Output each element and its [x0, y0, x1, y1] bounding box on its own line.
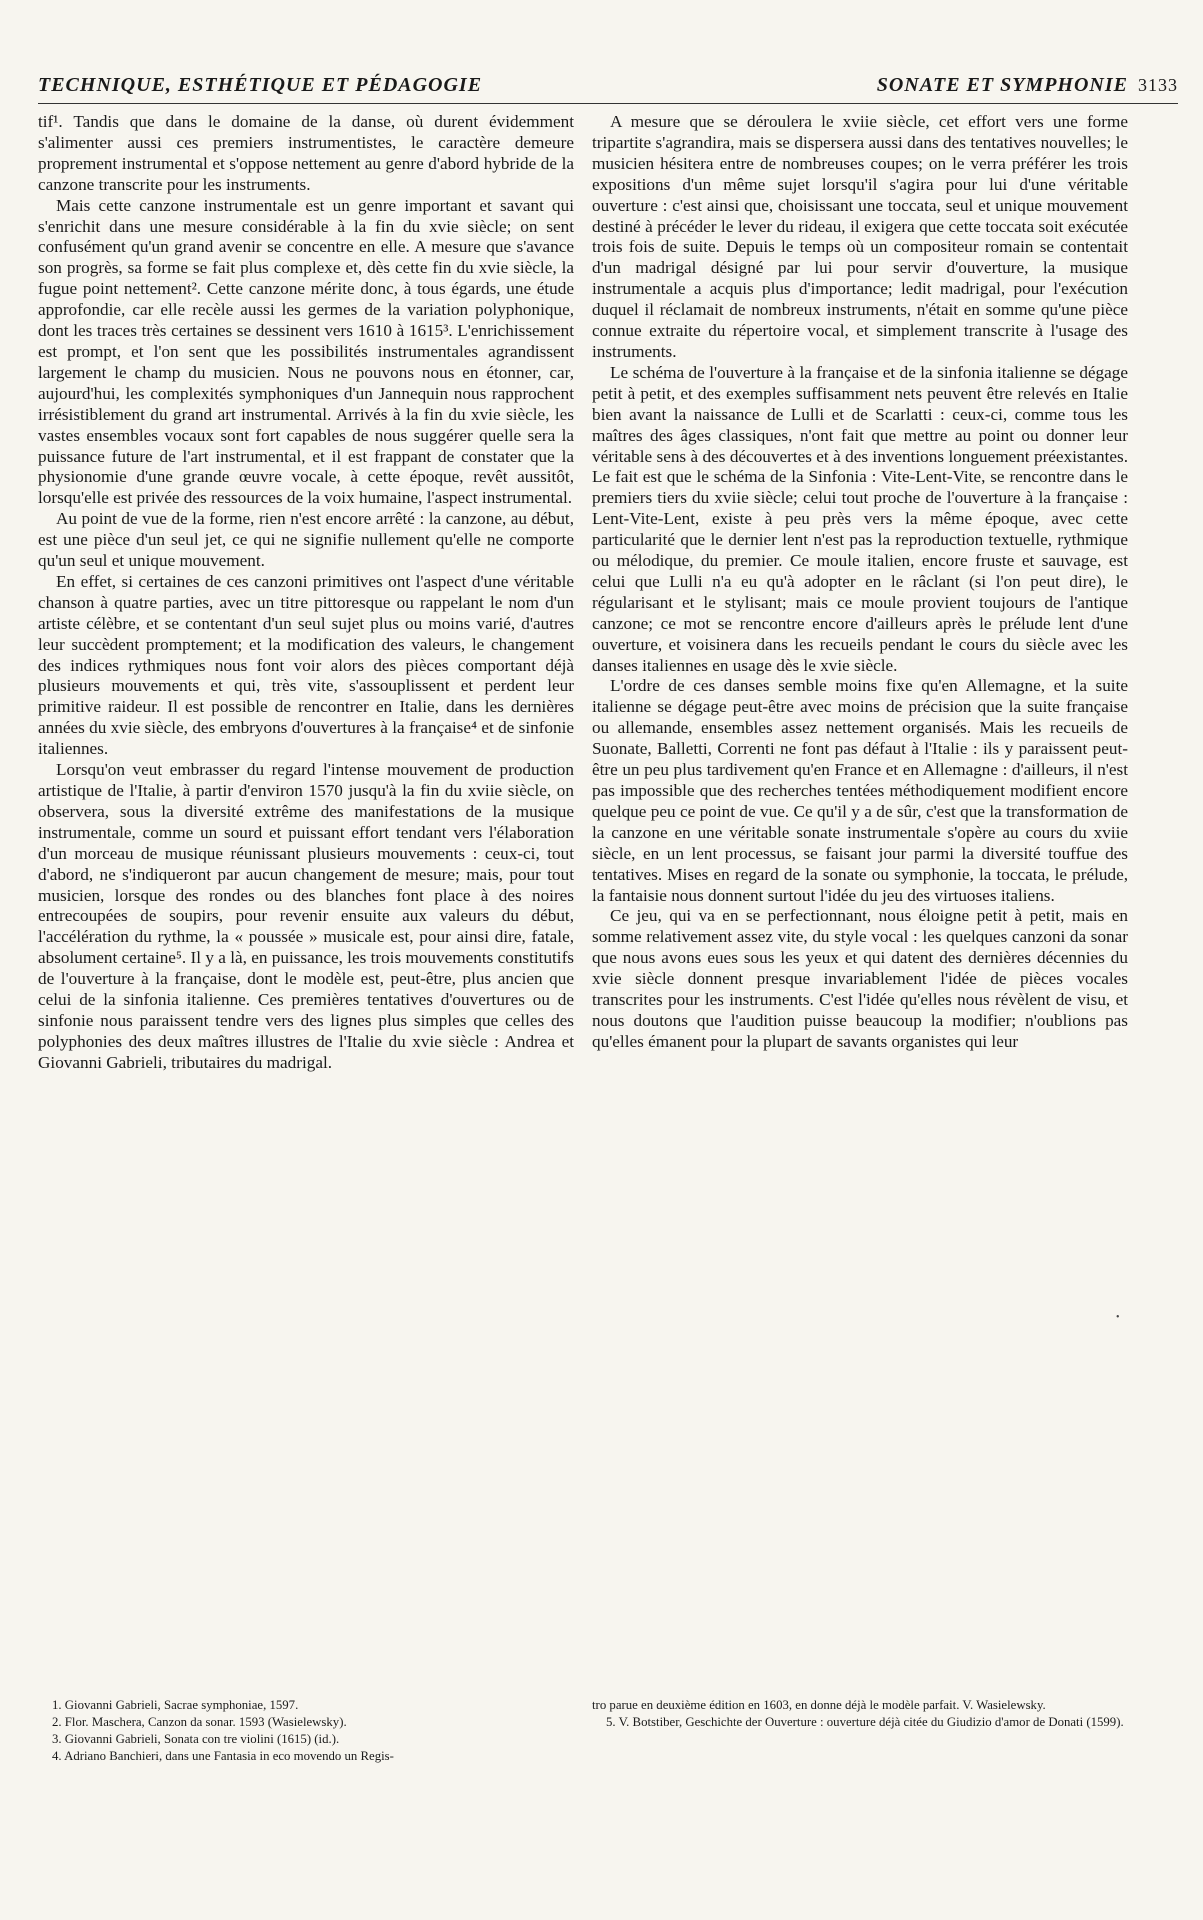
footnote: 5. V. Botstiber, Geschichte der Ouverture : ouverture déjà citée du Giudizio d'amor de Donati (1599). [606, 1715, 1124, 1729]
footnote: 1. Giovanni Gabrieli, Sacrae symphoniae, 1597. [52, 1698, 299, 1712]
header-right-title [877, 74, 1178, 97]
paragraph: L'ordre de ces danses semble moins fixe qu'en Allemagne, et la suite italienne se dégage peut-être avec moins de précision que la suite française ou allemande, ensembles assez nettement organisés. Mais les recueils de Suonate, Balletti, Correnti ne font pas défaut à l'Italie : ils y paraissent peut-être un peu plus tardivement qu'en France et en Allemagne : d'ailleurs, il n'est pas impossible que des recherches tentées méthodiquement modifient encore quelque peu ce point de vue. Ce qu'il y a de sûr, c'est que la transformation de la canzone en une véritable sonate instrumentale s'opère au cours du xviie siècle, en un lent processus, se faisant jour parmi la diversité touffue des tentatives. Mises en regard de la sonate ou symphonie, la toccata, le prélude, la fantaisie nous donnent surtout l'idée du jeu des virtuoses italiens. [592, 676, 1128, 905]
paragraph: Ce jeu, qui va en se perfectionnant, nous éloigne petit à petit, mais en somme relativement assez vite, du style vocal : les quelques canzoni da sonar que nous avons eues sous les yeux et qui datent des dernières décennies du xvie siècle donnent presque invariablement l'idée de pièces vocales transcrites pour les instruments. C'est l'idée qu'elles nous révèlent de visu, et nous doutons que l'audition puisse beaucoup la modifier; n'oublions pas qu'elles émanent pour la plupart de savants organistes qui leur [592, 906, 1128, 1051]
footnotes-right [592, 1697, 1128, 1731]
header-right-label: SONATE ET SYMPHONIE [876, 74, 1128, 96]
running-header [38, 74, 1178, 100]
paragraph: En effet, si certaines de ces canzoni primitives ont l'aspect d'une véritable chanson à quatre parties, avec un titre pittoresque ou rappelant le nom d'un artiste célèbre, et se contentant d'un seul sujet plus ou moins varié, d'autres leur succèdent promptement; et la modification des valeurs, le changement des indices rythmiques nous font voir alors des pièces comportant déjà plusieurs mouvements et qui, très vite, s'assouplissent et perdent leur primitive raideur. Il est possible de rencontrer en Italie, dans les dernières années du xvie siècle, des embryons d'ouvertures à la française⁴ et de sinfonie italiennes. [38, 571, 574, 759]
header-left-title: TECHNIQUE, ESTHÉTIQUE ET PÉDAGOGIE [38, 74, 483, 96]
margin-mark: • [1116, 1312, 1120, 1323]
paragraph: Lorsqu'on veut embrasser du regard l'intense mouvement de production artistique de l'Italie, à partir d'environ 1570 jusqu'à la fin du xviie siècle, on observera, sous la diversité extrême des manifestations de la musique instrumentale, comme un sourd et puissant effort tendant vers l'élaboration d'un morceau de musique réunissant plusieurs mouvements : ceux-ci, tout d'abord, ne s'indiqueront par aucun changement de mesure; mais, pour tout musicien, lorsque des rondes ou des blanches font place à des noires entrecoupées de soupirs, pour revenir ensuite aux valeurs du début, l'accélération du rythme, la « poussée » musicale est, pour ainsi dire, fatale, absolument certaine⁵. Il y a là, en puissance, les trois mouvements constitutifs de l'ouverture à la française, dont le modèle est, peut-être, plus ancien que celui de la sinfonia italienne. Ces premières tentatives d'ouvertures ou de sinfonie nous paraissent tendre vers des lignes plus simples que celles des polyphonies des deux maîtres illustres de l'Italie du xvie siècle : Andrea et Giovanni Gabrieli, tributaires du madrigal. [38, 760, 574, 1072]
footnote: tro parue en deuxième édition en 1603, en donne déjà le modèle parfait. V. Wasielewsky. [592, 1698, 1046, 1712]
left-column [38, 112, 574, 1672]
paragraph: A mesure que se déroulera le xviie siècle, cet effort vers une forme tripartite s'agrandira, mais se dispersera aussi dans des tentatives nouvelles; le musicien hésitera entre de nombreuses coupes; on le verra préférer les trois expositions d'un même sujet lorsqu'il s'agira pour lui d'une véritable ouverture : c'est ainsi que, choisissant une toccata, seul et unique mouvement destiné à précéder le lever du rideau, il exigera que cette toccata soit exécutée trois fois de suite. Depuis le temps où un compositeur romain se contentait d'un madrigal désigné par lui pour servir d'ouverture, la musique instrumentale a acquis plus d'importance; ledit madrigal, pour l'exécution duquel il réclamait de nombreux instruments, n'était en somme qu'une pièce connue extraite du répertoire vocal, et simplement transcrite à l'usage des instruments. [592, 112, 1128, 361]
paragraph: Au point de vue de la forme, rien n'est encore arrêté : la canzone, au début, est une pièce d'un seul jet, ce qui ne signifie nullement qu'elle ne comporte qu'un seul et unique mouvement. [38, 509, 574, 571]
footnote: 3. Giovanni Gabrieli, Sonata con tre violini (1615) (id.). [52, 1732, 340, 1746]
footnotes-left [38, 1697, 574, 1765]
paragraph: tif¹. Tandis que dans le domaine de la danse, où durent évidemment s'alimenter aussi ces premiers instrumentistes, le caractère demeure proprement instrumental et s'oppose nettement au genre d'abord hybride de la canzone transcrite pour les instruments. [38, 112, 574, 194]
right-column [592, 112, 1128, 1672]
paragraph: Mais cette canzone instrumentale est un genre important et savant qui s'enrichit dans une mesure considérable à la fin du xvie siècle; on sent confusément qu'un grand avenir se concentre en elle. A mesure que s'avance son progrès, sa forme se fait plus complexe et, dès cette fin du xvie siècle, la fugue point nettement². Cette canzone mérite donc, à tous égards, une étude approfondie, car elle recèle aussi les germes de la variation polyphonique, dont les traces très certaines se dessinent vers 1610 à 1615³. L'enrichissement est prompt, et l'on sent que les possibilités instrumentales agrandissent largement le champ du musicien. Nous ne pouvons nous en étonner, car, aujourd'hui, les complexités symphoniques d'un Jannequin nous rapprochent irrésistiblement du grand art instrumental. Arrivés à la fin du xvie siècle, les vastes ensembles vocaux sont fort capables de nous suggérer quelle sera la puissance future de l'art instrumental, et il est frappant de constater que la physionomie d'une grande œuvre vocale, à cette époque, revêt aussitôt, lorsqu'elle est privée des ressources de la voix humaine, l'aspect instrumental. [38, 195, 574, 508]
page-number: 3133 [1138, 75, 1178, 95]
paragraph: Le schéma de l'ouverture à la française et de la sinfonia italienne se dégage petit à petit, et des exemples suffisamment nets peuvent être relevés en Italie bien avant la naissance de Lulli et de Scarlatti : ceux-ci, comme tous les maîtres des âges classiques, n'ont fait que mettre au point ou donner leur véritable sens à des découvertes et à des inventions longuement préexistantes. Le fait est que le schéma de la Sinfonia : Vite-Lent-Vite, se rencontre dans le premiers tiers du xviie siècle; celui tout proche de l'ouverture à la française : Lent-Vite-Lent, existe à peu près vers la même époque, avec cette particularité que le dernier lent n'est pas la reproduction textuelle, rythmique ou mélodique, du premier. Ce moule italien, encore fruste et sauvage, est celui que Lulli n'a eu qu'à adopter en le râclant (si l'on peut dire), le régularisant et le stylisant; mais ce moule provient toujours de l'antique canzone; ce mot se rencontre encore d'ailleurs après le prélude lent d'une ouverture, et voisinera dans les recueils pendant le cours du siècle avec les danses italiennes en usage dès le xvie siècle. [592, 362, 1128, 675]
header-rule [38, 103, 1178, 104]
footnote: 4. Adriano Banchieri, dans une Fantasia in eco movendo un Regis- [52, 1749, 394, 1763]
footnote: 2. Flor. Maschera, Canzon da sonar. 1593 (Wasielewsky). [52, 1715, 347, 1729]
